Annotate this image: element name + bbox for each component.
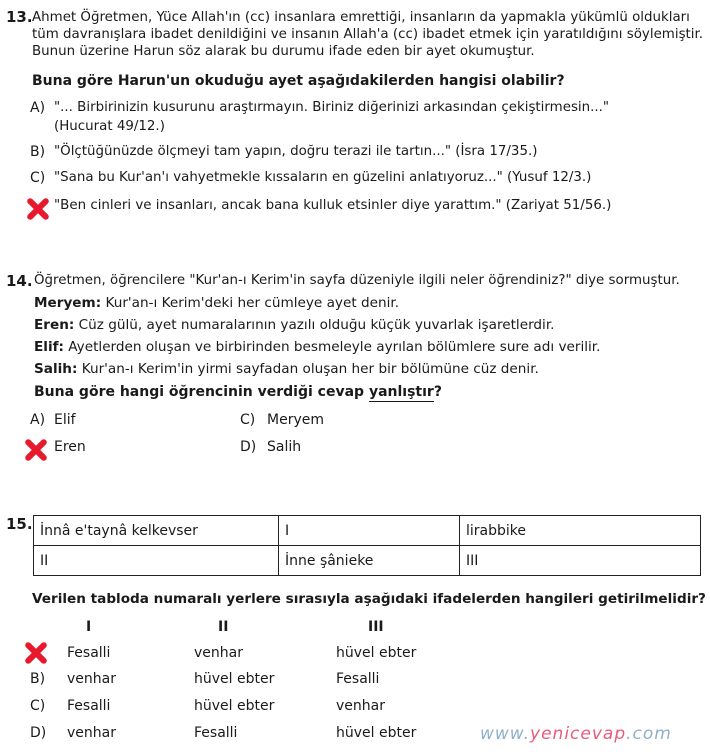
student-answer: Kur'an-ı Kerim'deki her cümleye ayet denir.: [105, 295, 400, 311]
wrong-answer-x-icon: [22, 438, 48, 462]
column-header: II: [218, 619, 229, 635]
q15-option-b[interactable]: [0, 671, 450, 691]
option-text: "... Birbirinizin kusurunu araştırmayın. Biriniz diğerinizi arkasından çekiştirmesin...": [54, 100, 610, 115]
table-cell: lirabbike: [460, 516, 701, 546]
option-letter: D): [240, 439, 257, 455]
table-row: [34, 546, 701, 576]
student-answer: Ayetlerden oluşan ve birbirinden besmeleyle ayrılan bölümlere sure adı verilir.: [68, 339, 601, 355]
option-text: "Ben cinleri ve insanları, ancak bana kulluk etsinler diye yarattım." (Zariyat 51/56.): [54, 198, 612, 213]
student-name: Eren:: [34, 317, 75, 333]
q14-question: [34, 384, 442, 400]
table-cell: İnne şânieke: [279, 546, 460, 576]
option-letter: C): [240, 412, 256, 428]
q14-question-mark: ?: [433, 384, 442, 400]
q13-option-b[interactable]: [0, 144, 710, 164]
option-cell: venhar: [67, 725, 116, 741]
table-cell: III: [460, 546, 701, 576]
q14-option-c[interactable]: [240, 412, 440, 432]
option-text: Salih: [267, 439, 302, 455]
wrong-answer-x-icon: [22, 641, 48, 665]
watermark-prefix: www.: [480, 724, 531, 744]
q13-number: 13.: [6, 8, 33, 26]
q15-option-d[interactable]: [0, 725, 450, 745]
option-letter: B): [30, 671, 46, 687]
option-cell: venhar: [336, 698, 385, 714]
option-letter: B): [30, 144, 46, 160]
student-answer: Kur'an-ı Kerim'in yirmi sayfadan oluşan her bir bölümüne cüz denir.: [81, 361, 539, 377]
q13-question: Buna göre Harun'un okuduğu ayet aşağıdakilerden hangisi olabilir?: [32, 73, 565, 89]
table-row: [34, 516, 701, 546]
option-text: Meryem: [267, 412, 324, 428]
column-header: III: [368, 619, 384, 635]
option-cell: hüvel ebter: [336, 645, 417, 661]
q14-option-d[interactable]: [240, 439, 440, 459]
q14-intro: Öğretmen, öğrencilere "Kur'an-ı Kerim'in sayfa düzeniyle ilgili neler öğrendiniz?" diye sormuştur.: [34, 273, 680, 288]
student-answer: Cüz gülü, ayet numaralarının yazılı olduğu küçük yuvarlak işaretlerdir.: [78, 317, 555, 333]
q13-option-a-source: (Hucurat 49/12.): [54, 119, 165, 134]
q15-number: 15.: [6, 515, 33, 533]
q13-option-c[interactable]: [0, 170, 710, 190]
q14-student-salih: [34, 361, 539, 377]
option-text: Elif: [54, 412, 76, 428]
q15-option-a[interactable]: [0, 645, 450, 665]
q15-table: [33, 515, 701, 576]
q13-option-d[interactable]: [0, 198, 710, 218]
q14-number: 14.: [6, 272, 33, 290]
q14-student-elif: [34, 339, 600, 355]
option-cell: hüvel ebter: [336, 725, 417, 741]
option-text: "Ölçtüğünüzde ölçmeyi tam yapın, doğru terazi ile tartın..." (İsra 17/35.): [54, 144, 538, 159]
option-letter: D): [30, 725, 47, 741]
q13-option-a[interactable]: [0, 100, 710, 120]
q14-question-emphasis: yanlıştır: [368, 384, 434, 400]
option-cell: Fesalli: [194, 725, 238, 741]
q14-student-eren: [34, 317, 554, 333]
q13-text: Ahmet Öğretmen, Yüce Allah'ın (cc) insanlara emrettiği, insanların da yapmakla yükümlü oldukları tüm davranışlara ibadet denildiğini ve insanın Allah'a (cc) ibadet etmek için yaratıldığını söylemiştir. Bunun üzerine Harun söz alarak bu durumu ifade eden bir ayet okumuştur.: [32, 10, 704, 59]
option-text: Eren: [54, 439, 86, 455]
option-cell: hüvel ebter: [194, 698, 275, 714]
option-cell: venhar: [194, 645, 243, 661]
option-letter: A): [30, 412, 46, 428]
option-cell: venhar: [67, 671, 116, 687]
wrong-answer-x-icon: [24, 197, 50, 221]
option-letter: C): [30, 170, 46, 186]
watermark-brand: yenicevap: [530, 724, 627, 744]
option-letter: C): [30, 698, 46, 714]
option-cell: Fesalli: [67, 645, 111, 661]
q15-option-c[interactable]: [0, 698, 450, 718]
option-cell: Fesalli: [67, 698, 111, 714]
option-text: "Sana bu Kur'an'ı vahyetmekle kıssaların en güzelini anlatıyoruz..." (Yusuf 12/3.): [54, 170, 592, 185]
table-cell: İnnâ e'taynâ kelkevser: [34, 516, 279, 546]
q14-option-b[interactable]: [0, 439, 230, 459]
table-cell: II: [34, 546, 279, 576]
site-watermark: [480, 724, 672, 744]
table-cell: I: [279, 516, 460, 546]
q14-student-meryem: [34, 295, 399, 311]
column-header: I: [86, 619, 92, 635]
student-name: Elif:: [34, 339, 64, 355]
q15-question: Verilen tabloda numaralı yerlere sırasıyla aşağıdaki ifadelerden hangileri getirilmelidir?: [32, 591, 706, 607]
option-letter: A): [30, 100, 46, 116]
option-cell: Fesalli: [336, 671, 380, 687]
q14-question-lead: Buna göre hangi öğrencinin verdiği cevap: [34, 384, 369, 400]
student-name: Meryem:: [34, 295, 102, 311]
option-cell: hüvel ebter: [194, 671, 275, 687]
student-name: Salih:: [34, 361, 78, 377]
q14-option-a[interactable]: [0, 412, 230, 432]
watermark-suffix: .com: [626, 724, 672, 744]
